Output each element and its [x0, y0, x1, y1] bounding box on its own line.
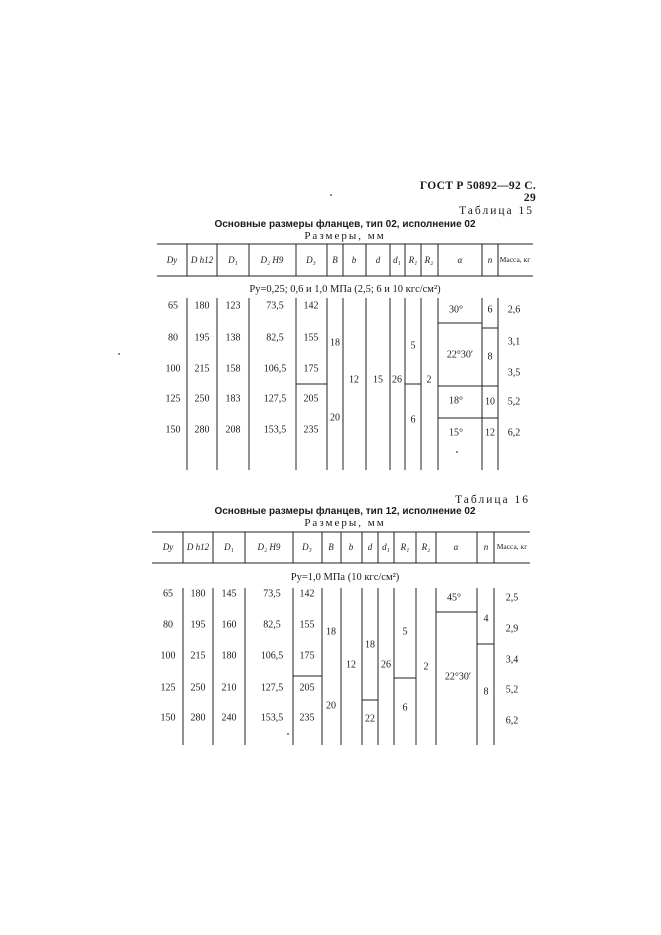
table15-header-hole-d1: d₁ [393, 255, 401, 265]
table16-title: Основные размеры фланцев, тип 12, исполнение 02 [214, 506, 476, 517]
table15-d2-cell: 153,5 [263, 424, 287, 436]
table16-hole-d-cell: 22 [365, 713, 375, 725]
table15-b-lower-cell: 12 [349, 374, 359, 386]
table16-header-d2: D₂ H9 [257, 542, 281, 552]
table16-b-lower-cell: 12 [346, 659, 356, 671]
table15-d3-cell: 175 [303, 363, 319, 375]
table16-n-cell: 4 [483, 613, 489, 625]
table16-pressure: Pу=1,0 МПа (10 кгс/см²) [290, 572, 400, 583]
table16-r1-cell: 6 [402, 702, 408, 714]
table15-header-d1: D₁ [228, 255, 238, 265]
table15-header-dy: Dу [166, 255, 178, 265]
scan-speck [118, 353, 120, 355]
table15-alpha-cell: 15° [449, 427, 463, 439]
table16-label: Таблица 16 [455, 494, 530, 506]
table15-d-cell: 280 [194, 424, 210, 436]
table16-hole-d-cell: 18 [365, 639, 375, 651]
table16-d2-cell: 127,5 [260, 682, 284, 694]
table16-mass-cell: 6,2 [505, 715, 519, 727]
table16-d1-cell: 180 [221, 650, 237, 662]
table15-d2-cell: 127,5 [263, 393, 287, 405]
table16-alpha-cell: 22°30′ [444, 671, 472, 683]
table15-header-mass: Масса, кг [499, 255, 531, 264]
table15-n-cell: 10 [485, 396, 495, 408]
table15-r2-cell: 2 [426, 374, 432, 386]
table16-header-d3: D₃ [302, 542, 312, 552]
table15-mass-cell: 3,5 [507, 367, 521, 379]
table15-header-hole-d: d [375, 255, 381, 265]
table15-alpha-cell: 22°30′ [446, 349, 474, 361]
table15-d1-cell: 158 [225, 363, 241, 375]
table15-header-d2: D₂ H9 [260, 255, 284, 265]
table16-d2-cell: 73,5 [263, 588, 281, 600]
table16-d3-cell: 205 [299, 682, 315, 694]
table16-d2-cell: 153,5 [260, 712, 284, 724]
table15-hole-d-cell: 15 [373, 374, 383, 386]
table15-n-cell: 12 [485, 427, 495, 439]
table15-d3-cell: 155 [303, 332, 319, 344]
table15-units: Размеры, мм [304, 230, 386, 242]
table15-header-alpha: α [457, 255, 463, 265]
table15-d2-cell: 106,5 [263, 363, 287, 375]
table15-pressure: Pу=0,25; 0,6 и 1,0 МПа (2,5; 6 и 10 кгс/см²) [249, 284, 441, 295]
table16-d-cell: 250 [190, 682, 206, 694]
table15-header-r2: R₂ [424, 255, 434, 265]
table16-d-cell: 215 [190, 650, 206, 662]
table16-hole-d1-cell: 26 [381, 659, 391, 671]
table15-d-cell: 250 [194, 393, 210, 405]
table15-d1-cell: 183 [225, 393, 241, 405]
table15-r1-cell: 5 [410, 340, 416, 352]
table16-d3-cell: 155 [299, 619, 315, 631]
table15-d2-cell: 82,5 [266, 332, 284, 344]
table16-b-upper-cell: 20 [326, 700, 336, 712]
table16-d2-cell: 82,5 [263, 619, 281, 631]
table15-mass-cell: 2,6 [507, 304, 521, 316]
table15-r1-cell: 6 [410, 414, 416, 426]
table15-n-cell: 6 [487, 304, 493, 316]
table15-header-b-lower: b [351, 255, 357, 265]
table16-header-hole-d1: d₁ [382, 542, 390, 552]
table16-header-b-lower: b [348, 542, 354, 552]
table15-header-d: D h12 [190, 255, 214, 265]
table16-units: Размеры, мм [304, 517, 386, 529]
table16-mass-cell: 3,4 [505, 654, 519, 666]
table16-dy-cell: 125 [160, 682, 176, 694]
table15-header-d3: D₃ [306, 255, 316, 265]
table16-dy-cell: 80 [163, 619, 173, 631]
table16-dy-cell: 65 [163, 588, 173, 600]
table15-d-cell: 215 [194, 363, 210, 375]
table16-d-cell: 180 [190, 588, 206, 600]
table15-d3-cell: 235 [303, 424, 319, 436]
table16-alpha-cell: 45° [447, 592, 461, 604]
table15-d3-cell: 142 [303, 300, 319, 312]
table16-d1-cell: 160 [221, 619, 237, 631]
table15-b-upper-cell: 20 [330, 412, 340, 424]
table16-b-upper-cell: 18 [326, 626, 336, 638]
table15-b-upper-cell: 18 [330, 337, 340, 349]
table16-n-cell: 8 [483, 686, 489, 698]
table16-header-dy: Dу [162, 542, 174, 552]
table15-mass-cell: 5,2 [507, 396, 521, 408]
table16-d1-cell: 240 [221, 712, 237, 724]
table15-d2-cell: 73,5 [266, 300, 284, 312]
table16-dy-cell: 150 [160, 712, 176, 724]
table16-header-alpha: α [453, 542, 459, 552]
table16-mass-cell: 2,9 [505, 623, 519, 635]
table16-r1-cell: 5 [402, 626, 408, 638]
table16-d-cell: 195 [190, 619, 206, 631]
table15-header-r1: R₁ [408, 255, 418, 265]
table15-d1-cell: 123 [225, 300, 241, 312]
table15-dy-cell: 100 [165, 363, 181, 375]
table16-header-r1: R₁ [400, 542, 410, 552]
table15-hole-d1-cell: 26 [392, 374, 402, 386]
table16-header-d1: D₁ [224, 542, 234, 552]
table15-alpha-cell: 18° [449, 395, 463, 407]
table16-header-hole-d: d [367, 542, 373, 552]
table16-d3-cell: 142 [299, 588, 315, 600]
table15-mass-cell: 3,1 [507, 336, 521, 348]
table15-d-cell: 180 [194, 300, 210, 312]
table15-d1-cell: 138 [225, 332, 241, 344]
table16-d1-cell: 145 [221, 588, 237, 600]
table16-r2-cell: 2 [423, 661, 429, 673]
table15-alpha-cell: 30° [449, 304, 463, 316]
table16-header-b-upper: B [328, 542, 334, 552]
table15-header-n: n [487, 255, 493, 265]
table16-header-r2: R₂ [421, 542, 431, 552]
table16-header-d: D h12 [186, 542, 210, 552]
table16-mass-cell: 5,2 [505, 684, 519, 696]
scan-speck [287, 733, 289, 735]
table16-d3-cell: 175 [299, 650, 315, 662]
table16-d1-cell: 210 [221, 682, 237, 694]
table16-dy-cell: 100 [160, 650, 176, 662]
scan-speck [456, 451, 458, 453]
table15-title: Основные размеры фланцев, тип 02, исполнение 02 [214, 219, 476, 230]
table15-dy-cell: 80 [168, 332, 178, 344]
table15-dy-cell: 150 [165, 424, 181, 436]
table16-mass-cell: 2,5 [505, 592, 519, 604]
table15-d3-cell: 205 [303, 393, 319, 405]
table15-header-b-upper: B [332, 255, 338, 265]
page-header: ГОСТ Р 50892—92 С. 29 [419, 180, 536, 204]
table16-d2-cell: 106,5 [260, 650, 284, 662]
table15-dy-cell: 65 [168, 300, 178, 312]
table16-header-mass: Масса, кг [496, 542, 528, 551]
scan-speck [330, 194, 332, 196]
table16-header-n: n [483, 542, 489, 552]
table16-d-cell: 280 [190, 712, 206, 724]
table15-label: Таблица 15 [459, 205, 534, 217]
table15-n-cell: 8 [487, 351, 493, 363]
table15-mass-cell: 6,2 [507, 427, 521, 439]
table16-d3-cell: 235 [299, 712, 315, 724]
table15-d1-cell: 208 [225, 424, 241, 436]
table15-d-cell: 195 [194, 332, 210, 344]
table15-dy-cell: 125 [165, 393, 181, 405]
